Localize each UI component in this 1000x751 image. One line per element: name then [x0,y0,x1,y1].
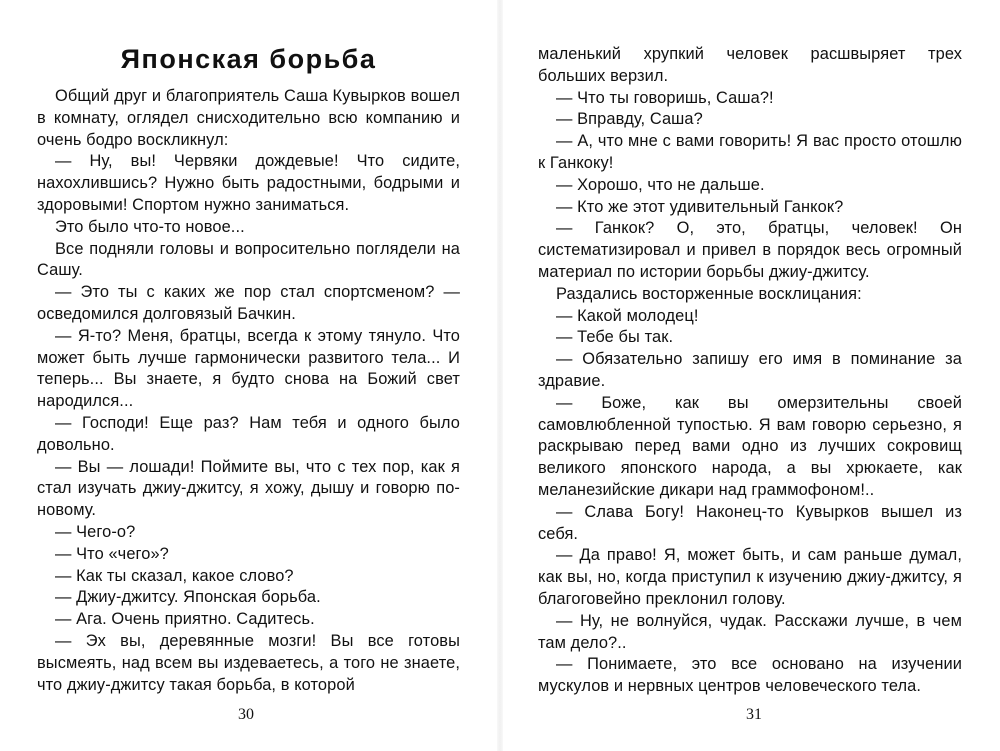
paragraph: — Боже, как вы омерзительны своей самовлюбленной тупостью. Я вам говорю серьезно, я раскрываю перед вами одно из лучших сокровищ великого японского народа, а вы хрюкаете, как меланезийские дикари над граммофоном!.. [538,393,962,499]
paragraph: — Я-то? Меня, братцы, всегда к этому тянуло. Что может быть лучше гармонически развитого тела... И теперь... Вы знаете, я будто снова на Божий свет народился... [37,326,460,411]
left-page-text [37,86,460,696]
chapter-title: Японская борьба [120,44,377,74]
paragraph: — Тебе бы так. [556,328,674,347]
paragraph: Раздались восторженные восклицания: [556,284,862,303]
right-page-text [538,44,962,698]
paragraph: — А, что мне с вами говорить! Я вас просто отошлю к Ганкоку! [538,132,962,172]
page-number-left: 30 [238,706,254,723]
paragraph: — Какой молодец! [556,306,699,325]
page-number-right: 31 [746,706,762,723]
paragraph: — Ага. Очень приятно. Садитесь. [55,610,315,629]
paragraph: — Вы — лошади! Поймите вы, что с тех пор, как я стал изучать джиу-джитсу, я хожу, дышу и говорю по-новому. [37,457,460,520]
paragraph: — Слава Богу! Наконец-то Кувырков вышел из себя. [538,502,962,543]
paragraph: — Что «чего»? [55,544,169,563]
paragraph: — Как ты сказал, какое слово? [55,566,294,585]
paragraph: — Господи! Еще раз? Нам тебя и одного было довольно. [37,413,460,454]
paragraph: — Ну, вы! Червяки дождевые! Что сидите, нахохлившись? Нужно быть радостными, бодрыми и здоровыми! Спортом нужно заниматься. [37,152,460,214]
paragraph: — Что ты говоришь, Саша?! [556,88,774,107]
paragraph: Общий друг и благоприятель Саша Кувырков вошел в комнату, оглядел снисходительно всю компанию и очень бодро воскликнул: [37,87,460,149]
continued-paragraph: маленький хрупкий человек расшвыряет трех больших верзил. [538,45,962,85]
paragraph: — Ганкок? О, это, братцы, человек! Он систематизировал и привел в порядок весь огромный материал по истории борьбы джиу-джитсу. [538,219,962,281]
paragraph: — Чего-о? [55,522,136,541]
paragraph: — Вправду, Саша? [556,110,703,129]
paragraph: — Эх вы, деревянные мозги! Вы все готовы высмеять, над всем вы издеваетесь, а того не знаете, что джиу-джитсу такая борьба, в которой [37,631,460,694]
paragraph: — Обязательно запишу его имя в поминание за здравие. [538,350,962,390]
paragraph: — Понимаете, это все основано на изучении мускулов и нервных центров человеческого тела. [538,655,962,696]
paragraph: Все подняли головы и вопросительно поглядели на Сашу. [37,239,460,280]
paragraph: — Джиу-джитсу. Японская борьба. [55,588,321,607]
right-page [500,0,1000,751]
paragraph: — Хорошо, что не дальше. [556,175,765,194]
paragraph: — Кто же этот удивительный Ганкок? [556,197,844,216]
paragraph: — Это ты с каких же пор стал спортсменом? — осведомился долговязый Бачкин. [37,283,460,323]
paragraph: — Да право! Я, может быть, и сам раньше думал, как вы, но, когда приступил к изучению джиу-джитсу, я благоговейно преклонил голову. [538,546,962,608]
paragraph: — Ну, не волнуйся, чудак. Расскажи лучше, в чем там дело?.. [538,611,962,652]
paragraph: Это было что-то новое... [55,217,245,236]
